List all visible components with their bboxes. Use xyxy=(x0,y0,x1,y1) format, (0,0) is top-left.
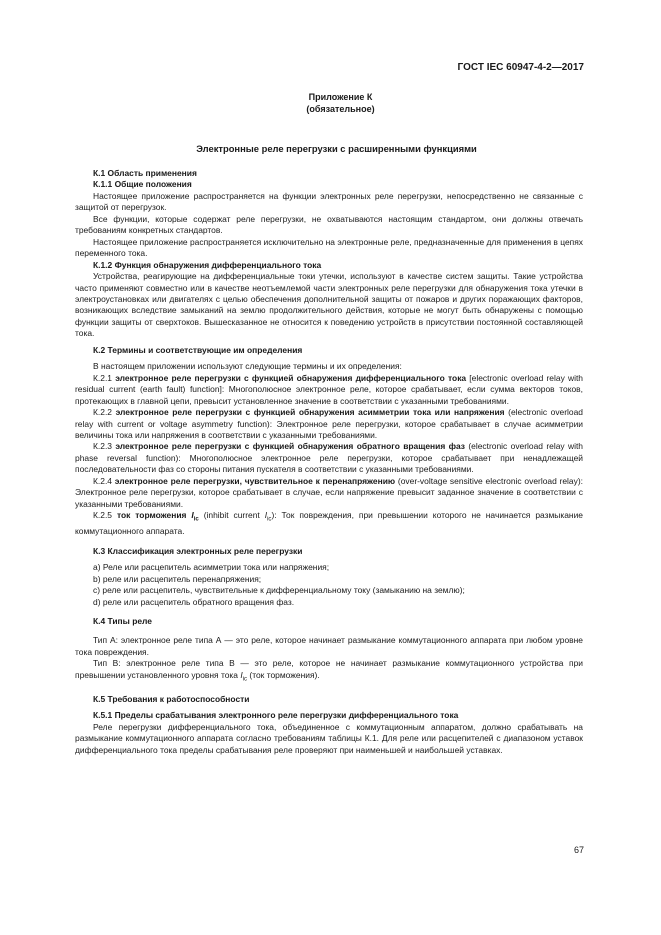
definition-k2-4 xyxy=(75,476,583,510)
definition-term: электронное реле перегрузки, чувствительное к перенапряжению xyxy=(114,475,396,486)
definition-term: электронное реле перегрузки с функцией обнаружения дифференциального тока xyxy=(115,372,467,383)
document-body xyxy=(75,168,583,756)
annex-main-title: Электронные реле перегрузки с расширенными функциями xyxy=(196,143,477,154)
paragraph-text: (ток торможения). xyxy=(247,669,320,680)
list-item: а) Реле или расцепитель асимметрии тока или напряжения; xyxy=(93,562,330,573)
subsection-heading-k1-2: К.1.2 Функция обнаружения дифференциального тока xyxy=(93,259,322,270)
definition-text: ): Ток повреждения, при превышении которого не начинается размыкание коммутационного аппарата. xyxy=(75,510,583,537)
symbol-subscript: ic xyxy=(267,516,272,523)
definition-number: К.2.4 xyxy=(93,475,115,486)
symbol: I xyxy=(240,669,243,680)
section-heading-k5: К.5 Требования к работоспособности xyxy=(93,693,250,704)
paragraph: Устройства, реагирующие на дифференциальные токи утечки, используют в качестве систем защиты. Такие устройства часто применяют совместно или в качестве неотъемлемой части электронных реле перегрузки для обнаружения тока утечки в электроустановках или двигателях с целью обеспечения дополнительной защиты от пожаров и других поражающих факторов, возникающих вследствие замыканий на землю продолжительного действия, которые не могут быть обнаружены с помощью функции защиты от сверхтоков. Вышесказанное не относится к поведению устройств в присутствии постоянной составляющей тока. xyxy=(75,271,583,339)
definition-text: (over-voltage sensitive electronic overload relay): Электронное реле перегрузки, которое срабатывает в случае, если напряжение превысит заданное значение в соответствии с указанными требованиями. xyxy=(75,475,583,509)
definition-k2-5 xyxy=(75,510,583,538)
standard-header: ГОСТ IEC 60947-4-2—2017 xyxy=(457,62,584,73)
definition-text: (electronic overload relay with phase reversal function): Многополюсное электронное реле перегрузки, которое срабатывает при ненадлежащей последовательности фаз со стороны питания пускателя в соответствии с указанными требованиями. xyxy=(75,441,583,475)
paragraph: Все функции, которые содержат реле перегрузки, не охватываются настоящим стандартом, они должны отвечать требованиям конкретных стандартов. xyxy=(75,213,583,236)
list-item: b) реле или расцепитель перенапряжения; xyxy=(93,573,262,584)
annex-title: Приложение К xyxy=(308,92,373,102)
subsection-heading-k5-1: К.5.1 Пределы срабатывания электронного реле перегрузки дифференциального тока xyxy=(93,710,459,721)
definition-term: электронное реле перегрузки с функцией обнаружения асимметрии тока или напряжения xyxy=(115,407,505,418)
definition-k2-2 xyxy=(75,407,583,441)
list-item: d) реле или расцепитель обратного вращения фаз. xyxy=(93,596,295,607)
paragraph: Тип А: электронное реле типа А — это реле, которое начинает размыкание коммутационного аппарата при любом уровне тока повреждения. xyxy=(75,635,583,657)
section-heading-k1: К.1 Область применения xyxy=(93,168,197,178)
paragraph-text: Тип В: электронное реле типа В — это реле, которое не начинает размыкание коммутационного устройства при превышении установленного уровня тока xyxy=(75,658,583,680)
list-item: с) реле или расцепитель, чувствительные к дифференциальному току (замыканию на землю); xyxy=(93,585,465,596)
annex-status: (обязательное) xyxy=(306,104,375,114)
paragraph: Настоящее приложение распространяется исключительно на электронные реле, предназначенные для применения в цепях переменного тока. xyxy=(75,236,583,259)
definition-term: ток торможения xyxy=(116,510,192,521)
paragraph xyxy=(75,658,583,686)
symbol: I xyxy=(191,510,194,521)
definition-text: [electronic overload relay with residual current (earth fault) function]: Многополюсное электронное реле, которое срабатывает, если сумма векторов токов, протекающих в главной цепи, превысит установленное значение в соответствии с указанными требованиями. xyxy=(75,372,583,406)
definition-text: (inhibit current xyxy=(198,510,265,521)
subsection-heading-k1-1: К.1.1 Общие положения xyxy=(93,179,192,190)
definition-number: К.2.2 xyxy=(93,407,116,418)
section-heading-k3: К.3 Классификация электронных реле перегрузки xyxy=(93,545,303,556)
annex-heading xyxy=(0,91,661,115)
symbol: I xyxy=(264,510,268,521)
section-heading-k4: К.4 Типы реле xyxy=(93,616,152,626)
section-heading-k2: К.2 Термины и соответствующие им определения xyxy=(93,344,303,355)
definition-k2-3 xyxy=(75,441,583,475)
page-number: 67 xyxy=(573,845,584,855)
definition-k2-1 xyxy=(75,373,583,407)
definition-number: К.2.3 xyxy=(93,441,116,452)
symbol-subscript: ic xyxy=(193,516,199,523)
definition-text: (electronic overload relay with current or voltage asymmetry function): Электронное реле перегрузки, которое срабатывает в случае асимметрии величины тока или напряжения в соответствии с указанными требованиями. xyxy=(75,407,583,440)
symbol-subscript: ic xyxy=(242,676,248,683)
paragraph: В настоящем приложении используют следующие термины и их определения: xyxy=(93,361,402,372)
definition-number: К.2.5 xyxy=(93,510,117,521)
paragraph: Настоящее приложение распространяется на функции электронных реле перегрузки, непосредственно не связанные с защитой от перегрузок. xyxy=(75,190,583,213)
paragraph: Реле перегрузки дифференциального тока, объединенное с коммутационным аппаратом, должно срабатывать на размыкание коммутационного аппарата согласно требованиям таблицы К.1. Для реле или расцепителей с диапазоном уставок дифференциального тока пределы срабатывания реле проверяют при наименьшей и наибольшей уставках. xyxy=(75,721,583,755)
definition-number: К.2.1 xyxy=(93,372,116,383)
definition-term: электронное реле перегрузки с функцией обнаружения обратного вращения фаз xyxy=(115,441,465,452)
